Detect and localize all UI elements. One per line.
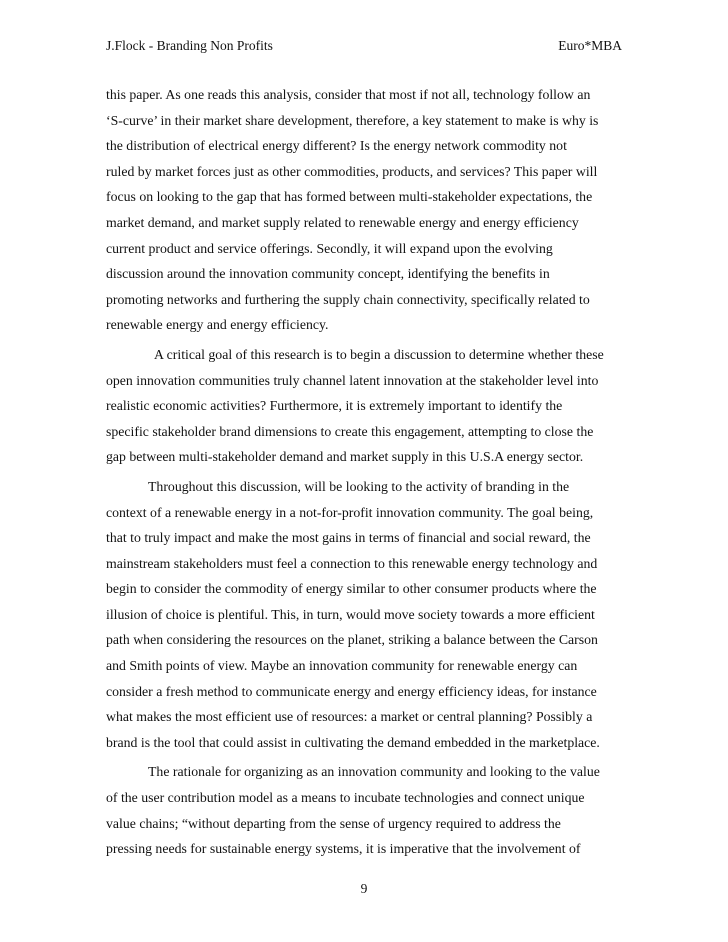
text-line: of the user contribution model as a means to incubate technologies and connect unique <box>106 790 585 806</box>
text-line: that to truly impact and make the most gains in terms of financial and social reward, the <box>106 530 591 546</box>
text-line: this paper. As one reads this analysis, consider that most if not all, technology follow an <box>106 87 591 102</box>
text-line: renewable energy and energy efficiency. <box>106 317 329 333</box>
text-line: market demand, and market supply related to renewable energy and energy efficiency <box>106 214 579 230</box>
text-line: A critical goal of this research is to begin a discussion to determine whether these <box>154 346 604 362</box>
text-line: open innovation communities truly channel latent innovation at the stakeholder level into <box>106 372 599 388</box>
text-line: current product and service offerings. Secondly, it will expand upon the evolving <box>106 240 553 256</box>
paragraph-4 <box>106 761 622 863</box>
text-line: and Smith points of view. Maybe an innovation community for renewable energy can <box>106 658 578 674</box>
text-line: consider a fresh method to communicate energy and energy efficiency ideas, for instance <box>106 683 597 699</box>
text-line: gap between multi-stakeholder demand and market supply in this U.S.A energy sector. <box>106 449 584 465</box>
text-line: Throughout this discussion, will be looking to the activity of branding in the <box>148 478 570 494</box>
text-line: brand is the tool that could assist in cultivating the demand embedded in the marketplace. <box>106 734 600 750</box>
page-number: 9 <box>360 881 368 896</box>
text-line: focus on looking to the gap that has formed between multi-stakeholder expectations, the <box>106 189 593 205</box>
text-line: mainstream stakeholders must feel a connection to this renewable energy technology and <box>106 555 598 571</box>
header-author-title: J.Flock - Branding Non Profits <box>106 38 273 53</box>
body-text <box>106 84 622 864</box>
text-line: path when considering the resources on the planet, striking a balance between the Carson <box>106 632 598 648</box>
text-line: realistic economic activities? Furthermore, it is extremely important to identify the <box>106 398 563 414</box>
text-line: specific stakeholder brand dimensions to create this engagement, attempting to close the <box>106 423 594 439</box>
running-header <box>106 38 622 58</box>
text-line: what makes the most efficient use of resources: a market or central planning? Possibly a <box>106 709 593 725</box>
text-line: illusion of choice is plentiful. This, in turn, would move society towards a more efficient <box>106 606 595 622</box>
text-line: context of a renewable energy in a not-for-profit innovation community. The goal being, <box>106 504 594 520</box>
text-line: begin to consider the commodity of energy similar to other consumer products where the <box>106 581 597 597</box>
text-line: pressing needs for sustainable energy systems, it is imperative that the involvement of <box>106 841 581 857</box>
text-line: The rationale for organizing as an innovation community and looking to the value <box>148 764 600 780</box>
text-line: ‘S-curve’ in their market share development, therefore, a key statement to make is why is <box>106 112 599 128</box>
text-line: discussion around the innovation community concept, identifying the benefits in <box>106 266 550 282</box>
paragraph-1 <box>106 84 622 340</box>
text-line: promoting networks and furthering the supply chain connectivity, specifically related to <box>106 291 590 307</box>
text-line: the distribution of electrical energy different? Is the energy network commodity not <box>106 138 567 154</box>
text-line: ruled by market forces just as other commodities, products, and services? This paper will <box>106 163 598 179</box>
paragraph-3 <box>106 476 622 758</box>
text-line: value chains; “without departing from the sense of urgency required to address the <box>106 815 561 831</box>
paragraph-2 <box>106 344 622 472</box>
header-program: Euro*MBA <box>558 38 622 53</box>
